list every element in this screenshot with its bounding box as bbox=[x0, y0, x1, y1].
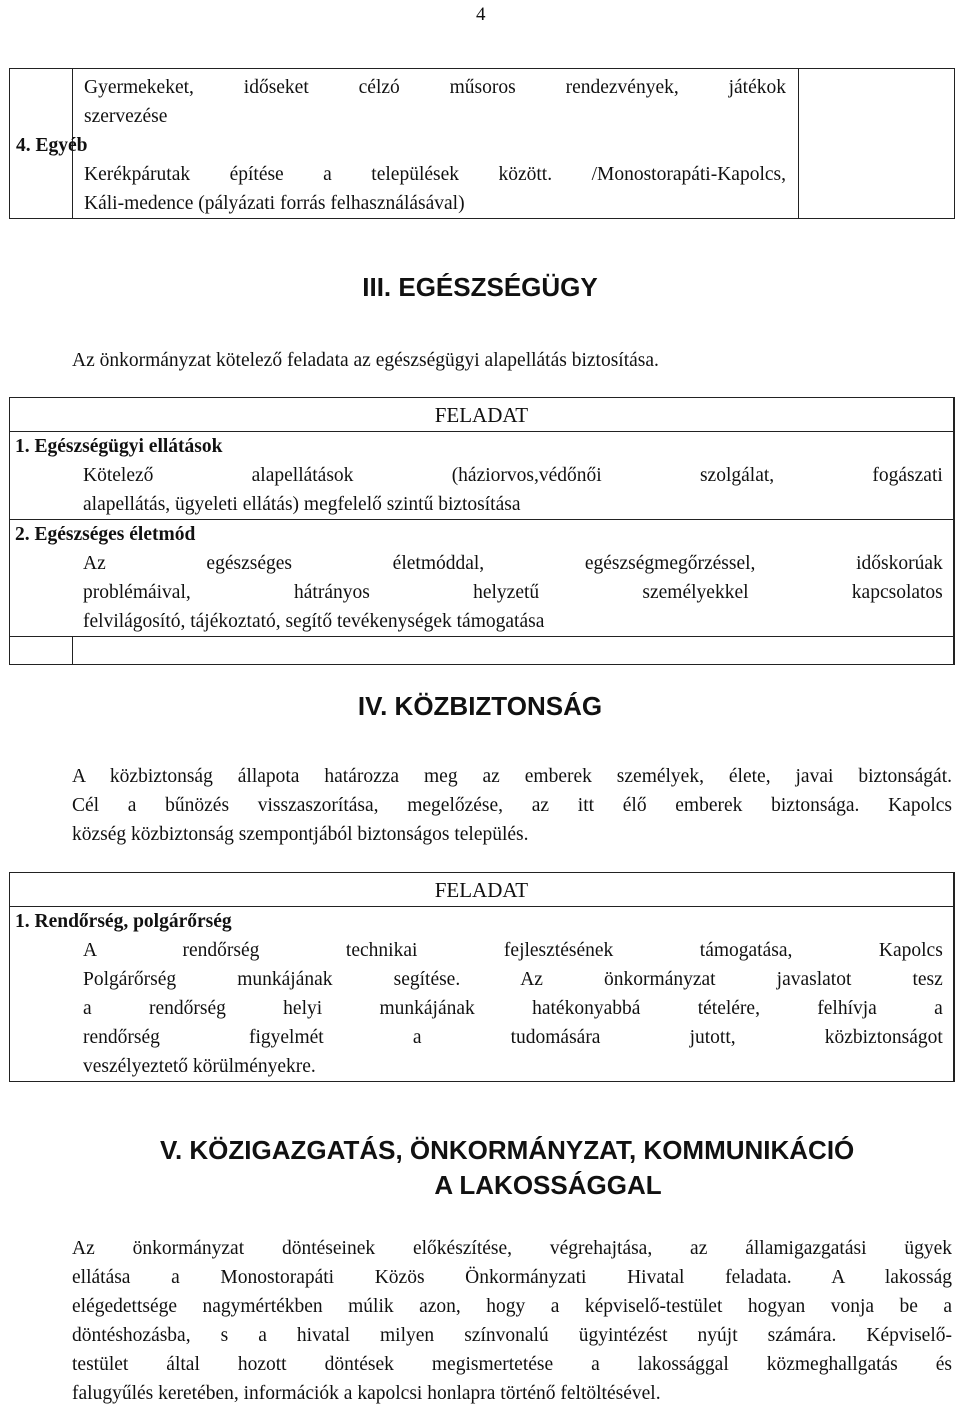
health-item-2-line: problémáival, hátrányos helyzetű személyekkel kapcsolatos bbox=[83, 582, 943, 603]
health-item-2-line: Az egészséges életmóddal, egészségmegőrzéssel, időskorúak bbox=[83, 553, 943, 574]
section3-intro: Az önkormányzat kötelező feladata az egészségügyi alapellátás biztosítása. bbox=[72, 350, 659, 371]
security-item-1-line: rendőrség figyelmét a tudomására jutott, közbiztonságot bbox=[83, 1027, 943, 1048]
section5-paragraph-line: falugyűlés keretében, információk a kapolcsi honlapra történő feltöltésével. bbox=[72, 1383, 661, 1404]
health-item-1-line: alapellátás, ügyeleti ellátás) megfelelő szintű biztosítása bbox=[83, 494, 521, 515]
security-table-header: FELADAT bbox=[434, 878, 529, 902]
security-item-1-title bbox=[10, 907, 953, 936]
section4-paragraph-line: Cél a bűnözés visszaszorítása, megelőzése, az itt élő emberek biztonsága. Kapolcs bbox=[72, 795, 952, 816]
health-item-2-line: felvilágosító, tájékoztató, segítő tevékenységek támogatása bbox=[83, 611, 545, 632]
page-number: 4 bbox=[476, 4, 486, 25]
health-item-1-title: 1. Egészségügyi ellátások bbox=[15, 436, 223, 457]
top-task-table bbox=[9, 68, 955, 219]
security-item-1 bbox=[10, 907, 954, 1082]
section4-heading: IV. KÖZBIZTONSÁG bbox=[357, 691, 603, 721]
security-item-1-line: A rendőrség technikai fejlesztésének támogatása, Kapolcs bbox=[83, 940, 943, 961]
security-item-1-line: Polgárőrség munkájának segítése. Az önkormányzat javaslatot tesz bbox=[83, 969, 943, 990]
section5-heading-line1: V. KÖZIGAZGATÁS, ÖNKORMÁNYZAT, KOMMUNIKÁCIÓ bbox=[160, 1135, 855, 1165]
top-table-right-cell bbox=[799, 69, 955, 219]
top-table-line: Káli-medence (pályázati forrás felhasználásával) bbox=[84, 193, 465, 214]
section3-heading: III. EGÉSZSÉGÜGY bbox=[362, 272, 598, 302]
health-table-empty-cell bbox=[73, 637, 954, 665]
security-table-right-cell bbox=[953, 873, 954, 1082]
health-item-1 bbox=[10, 432, 954, 520]
section5-paragraph-line: Az önkormányzat döntéseinek előkészítése, végrehajtása, az államigazgatási ügyek bbox=[72, 1238, 952, 1259]
top-table-main-cell bbox=[16, 69, 799, 219]
section5-paragraph-line: testület által hozott döntések megismertetése a lakossággal közmeghallgatás és bbox=[72, 1354, 952, 1375]
security-item-1-title-text: 1. Rendőrség, polgárőrség bbox=[15, 911, 232, 932]
top-table-line: Gyermekeket, időseket célzó műsoros rendezvények, játékok bbox=[84, 77, 786, 98]
section5-paragraph bbox=[72, 1234, 952, 1408]
health-task-table bbox=[9, 397, 955, 665]
health-table-right-cell bbox=[953, 398, 954, 665]
section4-paragraph-line: A közbiztonság állapota határozza meg az emberek személyek, élete, javai biztonságát. bbox=[72, 766, 952, 787]
security-table-header-cell bbox=[10, 873, 954, 907]
health-table-empty-cell bbox=[10, 637, 73, 665]
section5-paragraph-line: döntéshozásba, s a hivatal milyen színvonalú ügyintézést nyújt számára. Képviselő- bbox=[72, 1325, 952, 1346]
security-item-1-line: veszélyeztető körülményekre. bbox=[83, 1056, 316, 1077]
health-table-header-cell bbox=[10, 398, 954, 432]
top-table-line: Kerékpárutak építése a települések között. /Monostorapáti-Kapolcs, bbox=[84, 164, 786, 185]
health-item-2 bbox=[10, 520, 954, 637]
section4-paragraph-line: község közbiztonság szempontjából biztonságos település. bbox=[72, 824, 529, 845]
top-table-subheading: 4. Egyéb bbox=[16, 135, 88, 156]
section5-heading-line2: A LAKOSSÁGGAL bbox=[434, 1170, 662, 1200]
top-table-line: szervezése bbox=[84, 106, 168, 127]
security-task-table bbox=[9, 872, 955, 1082]
health-item-1-line: Kötelező alapellátások (háziorvos,védőnői szolgálat, fogászati bbox=[83, 465, 943, 486]
health-table-header: FELADAT bbox=[434, 403, 529, 427]
section4-paragraph bbox=[72, 762, 952, 849]
security-item-1-line: a rendőrség helyi munkájának hatékonyabbá tételére, felhívja a bbox=[83, 998, 943, 1019]
section5-paragraph-line: ellátása a Monostorapáti Közös Önkormányzati Hivatal feladata. A lakosság bbox=[72, 1267, 952, 1288]
section5-paragraph-line: elégedettsége nagymértékben múlik azon, hogy a képviselő-testület hogyan vonja be a bbox=[72, 1296, 952, 1317]
health-item-2-title: 2. Egészséges életmód bbox=[15, 524, 196, 545]
